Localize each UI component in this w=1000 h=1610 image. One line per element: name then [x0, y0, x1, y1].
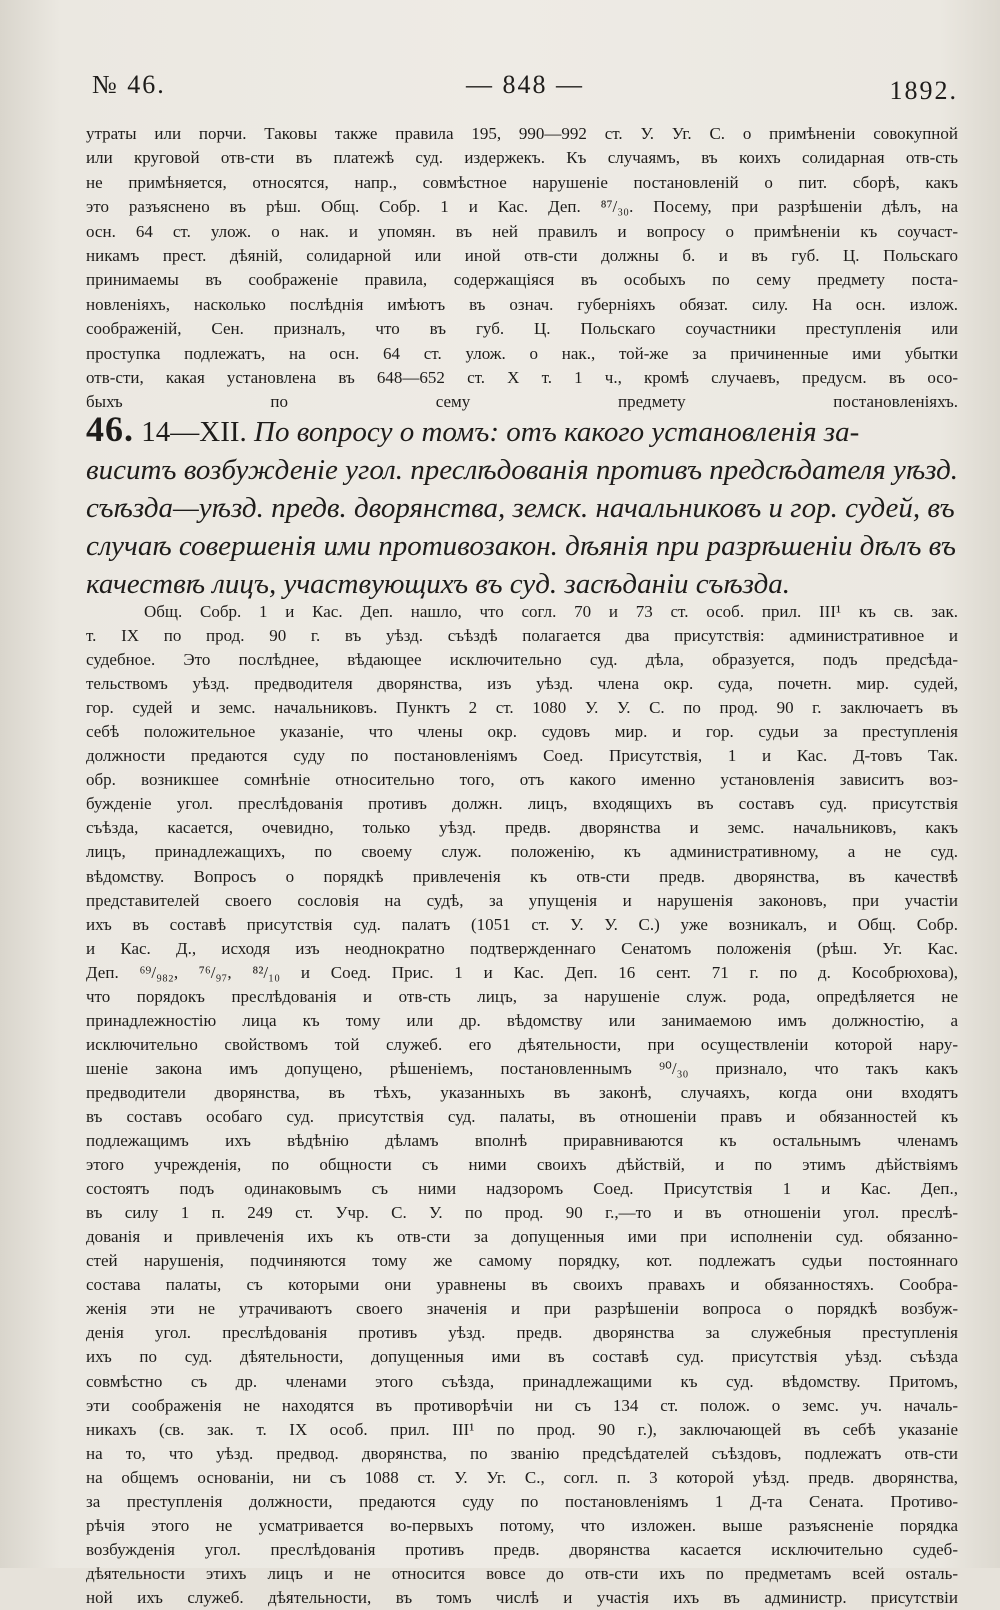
text-line: на то, что уѣзд. предвод. дворянства, по званію предсѣдателей съѣздовъ, подлежатъ отв-сти	[86, 1443, 958, 1463]
text-line: никамъ прест. дѣяній, солидарной или иной отв-сти должны б. и въ губ. Ц. Польскаго	[86, 246, 958, 266]
text-line: вѣдомству. Вопросъ о порядкѣ привлеченія къ отв-сти предв. дворянства, въ качествѣ	[86, 866, 958, 886]
text-line: проступка подлежатъ, на осн. 64 ст. улож. о нак., той-же за причиненные ими убытки	[86, 343, 958, 363]
text-line: утраты или порчи. Таковы также правила 195, 990—992 ст. У. Уг. С. о примѣненіи совокупной	[86, 124, 958, 143]
text-line: этого учрежденія, по общности съ ними своихъ дѣйствій, и по этимъ дѣйствіямъ	[86, 1155, 958, 1175]
text-line: соображеній, Сен. призналъ, что въ губ. Ц. Польскаго соучастники преступленія или	[86, 319, 958, 339]
text-line: шеніе закона имъ допущено, рѣшеніемъ, постановленнымъ ⁹⁰/₃₀ признало, что такъ какъ	[86, 1058, 958, 1078]
text-line: гор. судей и земс. начальниковъ. Пунктъ 2 ст. 1080 У. У. С. по прод. 90 г. заключаетъ въ	[86, 698, 958, 718]
text-line: отв-сти, какая установлена въ 648—652 ст. Х т. 1 ч., кромѣ случаевъ, предусм. въ осо-	[86, 368, 958, 388]
text-line: возбужденія угол. преслѣдованія противъ предв. дворянства касается исключительно судеб-	[86, 1539, 958, 1559]
text-line: рѣчія этого не усматривается во-первыхъ потому, что изложен. выше разъясненіе порядка	[86, 1515, 958, 1535]
body-paragraph	[86, 600, 958, 1610]
text-line: состава палаты, съ которыми они уравнены въ своихъ правахъ и обязанностяхъ. Сообра-	[86, 1275, 958, 1295]
heading-line: виситъ возбужденіе угол. преслѣдованія противъ предсѣдателя уѣзд.	[86, 454, 959, 486]
page-header	[92, 70, 958, 110]
heading-line	[86, 410, 960, 451]
issue-number: № 46.	[92, 70, 166, 99]
text-line: Общ. Собр. 1 и Кас. Деп. нашло, что согл. 70 и 73 ст. особ. прил. III¹ къ св. зак.	[144, 602, 958, 621]
text-line: и Кас. Д., исходя изъ неоднократно подтвержденнаго Сенатомъ положенія (рѣш. Уг. Кас.	[86, 938, 958, 958]
text-line: совмѣстно съ др. членами этого съѣзда, принадлежащими къ суд. вѣдомству. Притомъ,	[86, 1371, 958, 1391]
text-line: предводители дворянства, въ тѣхъ, указанныхъ въ законѣ, случаяхъ, когда они входятъ	[86, 1082, 958, 1102]
text-line: лицъ, принадлежащихъ, по своему служ. положенію, къ административному, а не суд.	[86, 842, 958, 862]
text-line: обр. возникшее сомнѣніе относительно того, отъ какого именно установленія зависитъ воз-	[86, 770, 958, 790]
text-line: на общемъ основаніи, ни съ 1088 ст. У. Уг. С., согл. п. 3 которой уѣзд. предв. дворянства,	[86, 1467, 958, 1487]
page-number: — 848 —	[466, 70, 584, 99]
text-line: въ составъ особаго суд. присутствія суд. палаты, въ отношеніи правъ и обязанностей къ	[86, 1106, 958, 1126]
text-line: принадлежностію лица къ тому или др. вѣдомству или занимаемою имъ должностію, а	[86, 1010, 958, 1030]
text-line: тельствомъ уѣзд. предводителя дворянства, изъ уѣзд. члена окр. суда, почетн. мир. судей,	[86, 674, 958, 694]
text-line: подлежащимъ ихъ вѣдѣнію дѣламъ вполнѣ приравниваются къ остальнымъ членамъ	[86, 1131, 958, 1151]
text-line: женія эти не утрачиваютъ своего значенія и при разрѣшеніи вопроса о порядкѣ возбуж-	[86, 1299, 958, 1319]
text-line: исключительно свойствомъ той служеб. его дѣятельности, при осуществленіи которой нару-	[86, 1034, 958, 1054]
text-line: быхъ по сему предмету постановленіяхъ.	[86, 392, 958, 412]
heading-line: случаѣ совершенія ими противозакон. дѣянія при разрѣшеніи дѣлъ въ	[86, 530, 956, 562]
year: 1892.	[889, 76, 958, 105]
text-line: денія угол. преслѣдованія противъ уѣзд. предв. дворянства за служебныя преступленія	[86, 1323, 958, 1343]
text-line: дѣятельности этихъ лицъ и не относится вовсе до отв-сти ихъ по предметамъ всей osталь-	[86, 1563, 958, 1583]
section-date: 14—XII.	[141, 416, 247, 448]
text-line: представителей своего сословія на судѣ, за упущенія и нарушенія законовъ, при участіи	[86, 890, 958, 910]
text-line: Деп. ⁶⁹/₉₈₂, ⁷⁶/₉₇, ⁸²/₁₀ и Соед. Прис. 1 и Кас. Деп. 16 сент. 71 г. по д. Кособрюхова),	[86, 962, 958, 982]
heading-line: качествѣ лицъ, участвующихъ въ суд. засѣданіи съѣзда.	[86, 568, 791, 600]
text-line: должности предаются суду по постановленіямъ Соед. Присутствія, 1 и Кас. Д-товъ Так.	[86, 746, 958, 766]
text-line: стей нарушенія, подчиняются тому же самому порядку, кот. подлежатъ судьи постояннаго	[86, 1251, 958, 1271]
text-line: принимаемы въ соображеніе правила, содержащіяся въ особыхъ по сему предмету поста-	[86, 270, 958, 290]
text-line: ихъ по суд. дѣятельности, допущенныя ими въ составѣ суд. присутствія уѣзд. съѣзда	[86, 1347, 958, 1367]
text-line: или круговой отв-сти въ платежѣ суд. издержекъ. Къ случаямъ, въ коихъ солидарная отв-сть	[86, 148, 958, 168]
text-line: дованія и привлеченія ихъ къ отв-сти за допущенныя ими при исполненіи суд. обязанно-	[86, 1227, 958, 1247]
heading-line: съѣзда—уѣзд. предв. дворянства, земск. начальниковъ и гор. судей, въ	[86, 492, 955, 524]
section-number: 46.	[86, 410, 134, 449]
text-line: въ силу 1 п. 249 ст. Учр. С. У. по прод. 90 г.,—то и въ отношеніи угол. преслѣ-	[86, 1203, 958, 1223]
text-line: эти соображенія не находятся въ противорѣчіи ни съ 134 ст. полож. о земс. уч. началь-	[86, 1395, 958, 1415]
heading-text: По вопросу о томъ: отъ какого установленія за-	[254, 416, 860, 448]
text-line: за преступленія должности, предаются суду по постановленіямъ 1 Д-та Сената. Противо-	[86, 1491, 958, 1511]
text-line: судебное. Это послѣднее, вѣдающее исключительно суд. дѣла, образуется, подъ предсѣда-	[86, 650, 958, 670]
text-line: ихъ въ составѣ присутствія суд. палатъ (1051 ст. У. У. С.) уже возникалъ, и Общ. Собр.	[86, 914, 958, 934]
text-line: что порядокъ преслѣдованія и отв-сть лицъ, за нарушеніе служ. рода, опредѣляется не	[86, 986, 958, 1006]
text-line: новленіяхъ, насколько послѣднія имѣютъ въ означ. губерніяхъ обязат. силу. На осн. излож.	[86, 294, 958, 314]
intro-paragraph	[86, 122, 958, 415]
text-line: съѣзда, касается, очевидно, только уѣзд. предв. дворянства и земс. начальниковъ, какъ	[86, 818, 958, 838]
text-line: ной ихъ служеб. дѣятельности, въ томъ числѣ и участія ихъ въ администр. присутствіи	[86, 1587, 958, 1607]
text-line: осн. 64 ст. улож. о нак. и упомян. въ ней правилъ и вопросу о примѣненіи къ соучаст-	[86, 221, 958, 241]
text-line: никахъ (св. зак. т. IX особ. прил. III¹ по прод. 90 г.), заключающей въ себѣ указаніе	[86, 1419, 958, 1439]
text-line: не примѣняется, относятся, напр., совмѣстное нарушеніе постановленій о пит. сборѣ, какъ	[86, 172, 958, 192]
text-line: это разъяснено въ рѣш. Общ. Собр. 1 и Кас. Деп. ⁸⁷/₃₀. Посему, при разрѣшеніи дѣлъ, на	[86, 197, 958, 217]
text-line: себѣ положительное указаніе, что члены окр. судовъ мир. и гор. судьи за преступленія	[86, 722, 958, 742]
text-line: т. IX по прод. 90 г. въ уѣзд. съѣздѣ полагается два присутствія: административное и	[86, 626, 958, 646]
section-heading	[86, 410, 960, 603]
text-line: состоятъ подъ одинаковымъ съ ними надзоромъ Соед. Присутствія 1 и Кас. Деп.,	[86, 1179, 958, 1199]
text-line: бужденіе угол. преслѣдованія противъ должн. лицъ, входящихъ въ составъ суд. присутствія	[86, 794, 958, 814]
